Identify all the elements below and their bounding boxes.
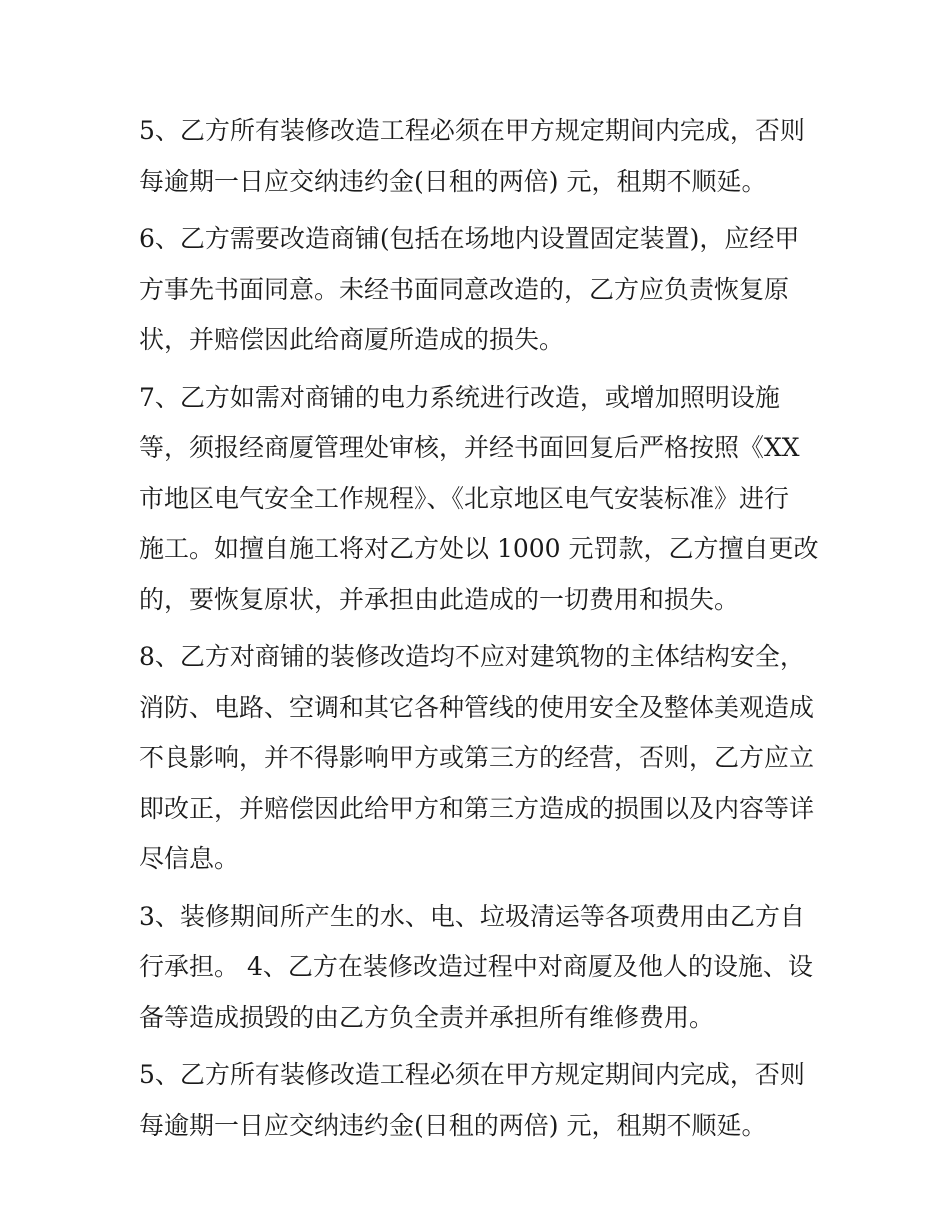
paragraph-line: 8、乙方对商铺的装修改造均不应对建筑物的主体结构安全， [139,642,805,671]
paragraph-line: 5、乙方所有装修改造工程必须在甲方规定期间内完成，否则 [139,116,805,145]
clause-8-paragraph [139,632,819,885]
clause-5-repeat-paragraph [139,1050,819,1151]
clause-3-4-paragraph [139,892,819,1044]
paragraph-line: 3、装修期间所产生的水、电、垃圾清运等各项费用由乙方自 [139,901,805,931]
paragraph-line: 市地区电气安全工作规程》、《北京地区电气安装标准》进行 [139,483,790,513]
paragraph-line: 方事先书面同意。未经书面同意改造的，乙方应负责恢复原 [139,274,790,304]
paragraph-line: 每逾期一日应交纳违约金(日租的两倍) 元，租期不顺延。 [139,166,767,196]
clause-7-paragraph [139,373,819,626]
clause-6-paragraph [139,214,819,366]
paragraph-line: 即改正，并赔偿因此给甲方和第三方造成的损围以及内容等详 [139,793,815,823]
paragraph-line: 5、乙方所有装修改造工程必须在甲方规定期间内完成，否则 [139,1060,805,1089]
paragraph-line: 的，要恢复原状，并承担由此造成的一切费用和损失。 [139,584,740,614]
paragraph-line: 尽信息。 [139,844,240,873]
paragraph-line: 施工。如擅自施工将对乙方处以 1000 元罚款，乙方擅自更改 [139,534,819,563]
paragraph-line: 不良影响，并不得影响甲方或第三方的经营，否则，乙方应立 [139,743,815,772]
paragraph-line: 6、乙方需要改造商铺(包括在场地内设置固定装置)，应经甲 [139,224,800,253]
paragraph-line: 7、乙方如需对商铺的电力系统进行改造，或增加照明设施 [139,382,780,412]
paragraph-line: 等，须报经商厦管理处审核，并经书面回复后严格按照《XX [139,433,800,462]
paragraph-line: 消防、电路、空调和其它各种管线的使用安全及整体美观造成 [139,692,815,722]
clause-5-paragraph [139,106,819,207]
paragraph-line: 每逾期一日应交纳违约金(日租的两倍) 元，租期不顺延。 [139,1110,767,1140]
paragraph-line: 行承担。 4、乙方在装修改造过程中对商厦及他人的设施、设 [139,952,813,981]
paragraph-line: 备等造成损毁的由乙方负全责并承担所有维修费用。 [139,1002,715,1032]
paragraph-line: 状，并赔偿因此给商厦所造成的损失。 [139,325,565,354]
document-body [139,106,819,1158]
